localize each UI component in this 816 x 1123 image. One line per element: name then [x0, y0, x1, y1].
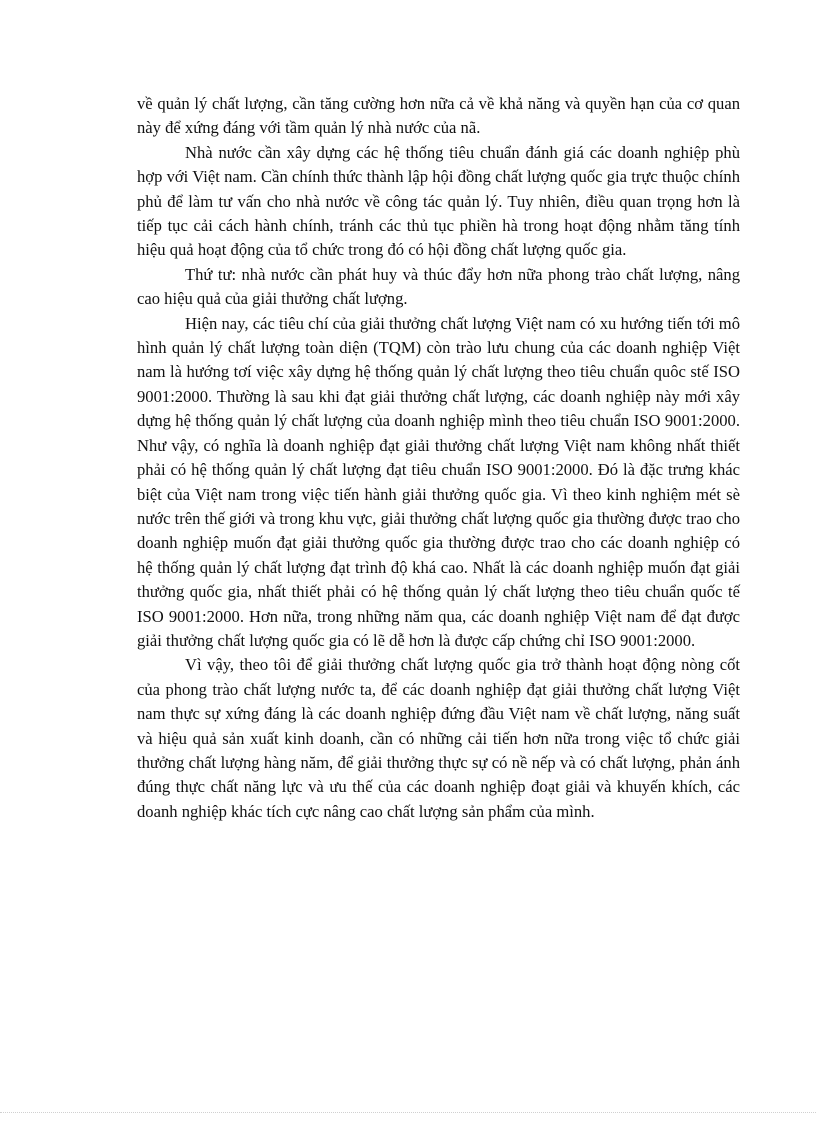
paragraph: Vì vậy, theo tôi để giải thưởng chất lượng quốc gia trở thành hoạt động nòng cốt của phong trào chất lượng nước ta, để các doanh nghiệp đạt giải thưởng chất lượng Việt nam thực sự xứng đáng là các doanh nghiệp đứng đầu Việt nam về chất lượng, năng suất và hiệu quả sản xuất kinh doanh, cần có những cải tiến hơn nữa trong việc tổ chức giải thưởng chất lượng hàng năm, để giải thưởng thực sự có nề nếp và có chất lượng, phản ánh đúng thực chất năng lực và ưu thế của các doanh nghiệp đoạt giải và khuyến khích, các doanh nghiệp khác tích cực nâng cao chất lượng sản phẩm của mình.: [137, 655, 740, 821]
body-text: [137, 92, 740, 824]
paragraph: Hiện nay, các tiêu chí của giải thưởng chất lượng Việt nam có xu hướng tiến tới mô hình quản lý chất lượng toàn diện (TQM) còn trào lưu chung của các doanh nghiệp Việt nam là hướng tơí việc xây dựng hệ thống quản lý chất lượng theo tiêu chuẩn quôc stế ISO 9001:2000. Thường là sau khi đạt giải thưởng chất lượng, các doanh nghiệp này mới xây dựng hệ thống quản lý chất lượng của doanh nghiệp mình theo tiêu chuẩn ISO 9001:2000. Như vậy, có nghĩa là doanh nghiệp đạt giải thưởng chất lượng Việt nam không nhất thiết phải có hệ thống quản lý chất lượng đạt tiêu chuẩn ISO 9001:2000. Đó là đặc trưng khác biệt của Việt nam trong việc tiến hành giải thưởng quốc gia. Vì theo kinh nghiệm mét sè nước trên thế giới và trong khu vực, giải thưởng chất lượng quốc gia thường được trao cho doanh nghiệp muốn đạt giải thưởng quốc gia thường được trao cho các doanh nghiệp có hệ thống quản lý chất lượng đạt trình độ khá cao. Nhất là các doanh nghiệp muốn đạt giải thưởng quốc gia, nhất thiết phải có hệ thống quản lý chất lượng theo tiêu chuẩn quốc tế ISO 9001:2000. Hơn nữa, trong những năm qua, các doanh nghiệp Việt nam để đạt được giải thưởng chất lượng quốc gia có lẽ dễ hơn là được cấp chứng chỉ ISO 9001:2000.: [137, 313, 740, 650]
page-bottom-divider: [0, 1112, 816, 1113]
paragraph: Thứ tư: nhà nước cần phát huy và thúc đẩy hơn nữa phong trào chất lượng, nâng cao hiệu quả của giải thưởng chất lượng.: [137, 264, 740, 309]
paragraph: về quản lý chất lượng, cần tăng cường hơn nữa cả về khả năng và quyền hạn của cơ quan này để xứng đáng với tầm quản lý nhà nước của nã.: [137, 94, 740, 138]
paragraph: Nhà nước cần xây dựng các hệ thống tiêu chuẩn đánh giá các doanh nghiệp phù hợp với Việt nam. Cần chính thức thành lập hội đồng chất lượng quốc gia trực thuộc chính phủ để làm tư vấn cho nhà nước về công tác quản lý. Tuy nhiên, điều quan trọng hơn là tiếp tục cải cách hành chính, tránh các thủ tục phiền hà trong hoạt động nhằm tăng tính hiệu quả hoạt động của tổ chức trong đó có hội đồng chất lượng quốc gia.: [137, 142, 740, 260]
